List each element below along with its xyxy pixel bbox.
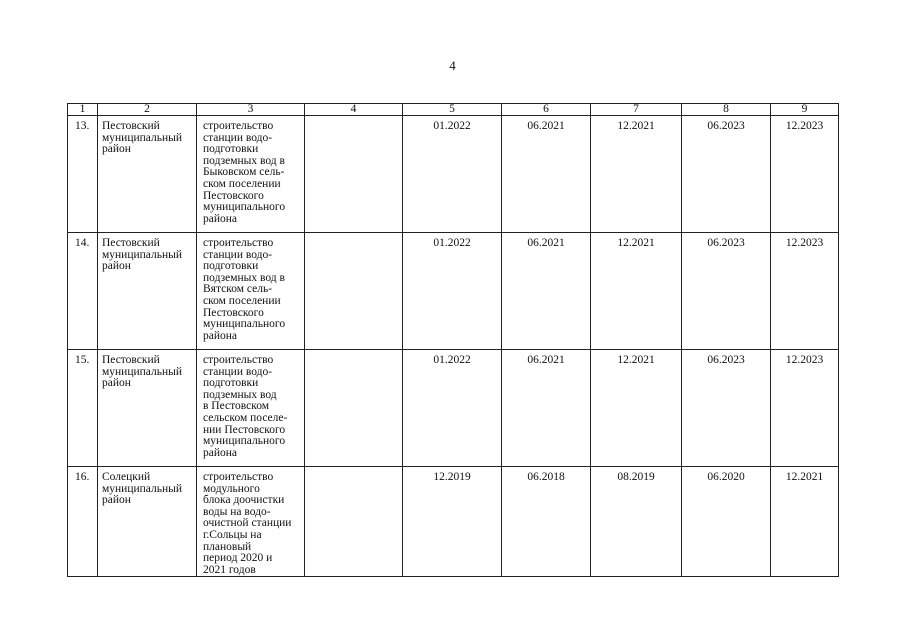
- column-4-cell: [305, 233, 403, 350]
- column-header-9: 9: [771, 104, 839, 116]
- page-number: 4: [449, 58, 456, 73]
- row-number: 14.: [68, 233, 98, 350]
- column-5-date: 12.2019: [403, 467, 502, 577]
- table-row: [68, 116, 839, 233]
- column-7-date: 08.2019: [591, 467, 682, 577]
- column-8-date: 06.2020: [682, 467, 771, 577]
- column-9-date: 12.2023: [771, 116, 839, 233]
- column-9-date: 12.2023: [771, 233, 839, 350]
- district-cell: Солецкий муниципальный район: [98, 467, 197, 577]
- column-5-date: 01.2022: [403, 350, 502, 467]
- column-header-7: 7: [591, 104, 682, 116]
- district-cell: Пестовский муниципальный район: [98, 116, 197, 233]
- column-5-date: 01.2022: [403, 116, 502, 233]
- column-7-date: 12.2021: [591, 116, 682, 233]
- row-number: 16.: [68, 467, 98, 577]
- column-6-date: 06.2021: [502, 116, 591, 233]
- district-cell: Пестовский муниципальный район: [98, 350, 197, 467]
- column-8-date: 06.2023: [682, 233, 771, 350]
- description-cell: строительство модульного блока доочистки воды на водо- очистной станции г.Сольцы на плановый период 2020 и 2021 годов: [197, 467, 305, 577]
- column-4-cell: [305, 116, 403, 233]
- column-4-cell: [305, 467, 403, 577]
- column-6-date: 06.2021: [502, 350, 591, 467]
- district-cell: Пестовский муниципальный район: [98, 233, 197, 350]
- column-header-1: 1: [68, 104, 98, 116]
- column-5-date: 01.2022: [403, 233, 502, 350]
- column-header-8: 8: [682, 104, 771, 116]
- column-7-date: 12.2021: [591, 233, 682, 350]
- table-row: [68, 350, 839, 467]
- column-header-3: 3: [197, 104, 305, 116]
- header-row: [68, 104, 839, 116]
- column-8-date: 06.2023: [682, 116, 771, 233]
- column-9-date: 12.2023: [771, 350, 839, 467]
- table-row: [68, 233, 839, 350]
- column-8-date: 06.2023: [682, 350, 771, 467]
- column-6-date: 06.2018: [502, 467, 591, 577]
- data-table: [67, 103, 839, 577]
- column-header-2: 2: [98, 104, 197, 116]
- row-number: 15.: [68, 350, 98, 467]
- row-number: 13.: [68, 116, 98, 233]
- column-header-6: 6: [502, 104, 591, 116]
- column-6-date: 06.2021: [502, 233, 591, 350]
- column-header-5: 5: [403, 104, 502, 116]
- description-cell: строительство станции водо- подготовки подземных вод в Быковском сель- ском поселении Пестовского муниципального района: [197, 116, 305, 233]
- column-9-date: 12.2021: [771, 467, 839, 577]
- column-4-cell: [305, 350, 403, 467]
- table-row: [68, 467, 839, 577]
- column-7-date: 12.2021: [591, 350, 682, 467]
- description-cell: строительство станции водо- подготовки подземных вод в Пестовском сельском поселе- нии Пестовского муниципального района: [197, 350, 305, 467]
- column-header-4: 4: [305, 104, 403, 116]
- description-cell: строительство станции водо- подготовки подземных вод в Вятском сель- ском поселении Пестовского муниципального района: [197, 233, 305, 350]
